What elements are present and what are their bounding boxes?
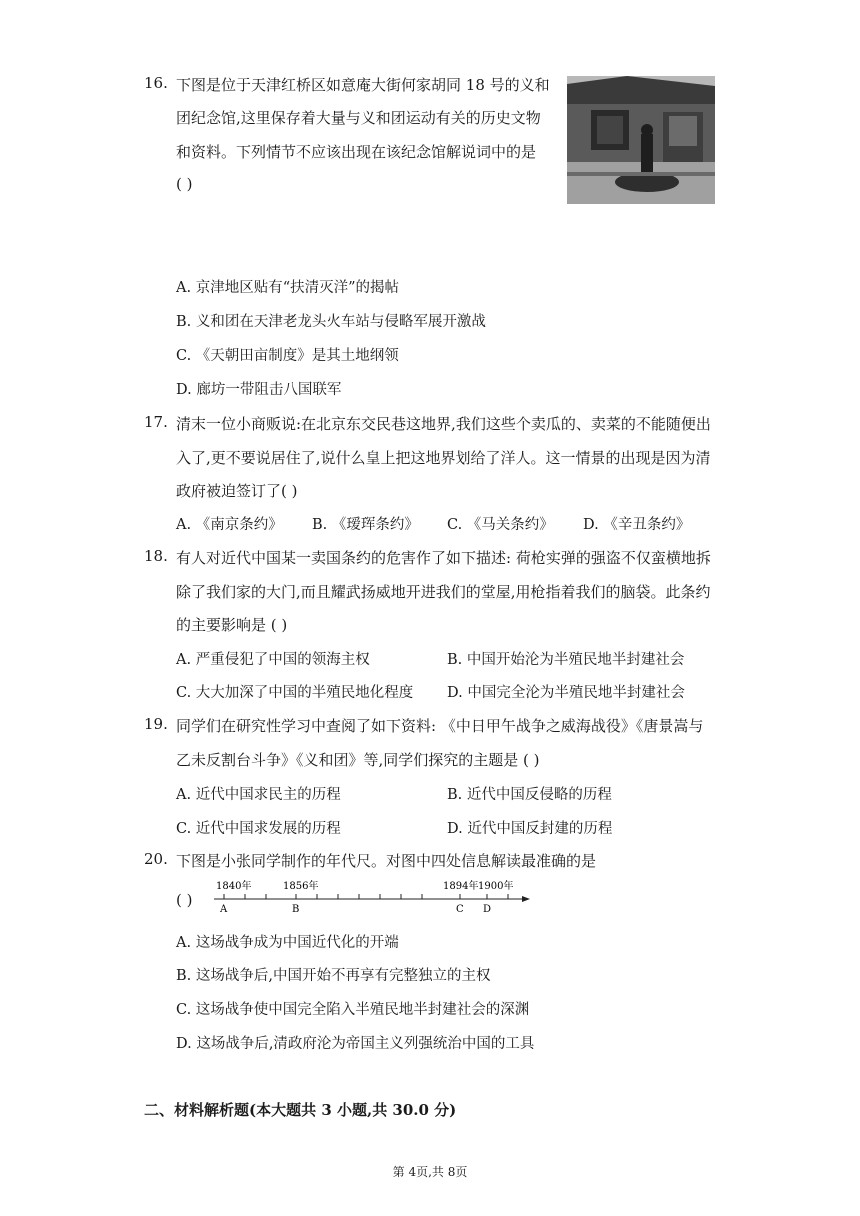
question-16-option-d: D. 廊坊一带阻击八国联军	[176, 382, 342, 398]
question-18-line-3: 的主要影响是 ( )	[176, 616, 288, 634]
memorial-building-image	[567, 76, 715, 204]
timeline-point-b: B	[292, 904, 300, 915]
question-18-line-2: 除了我们家的大门,而且耀武扬威地开进我们的堂屋,用枪指着我们的脑袋。此条约	[176, 583, 711, 601]
question-20-option-b: B. 这场战争后,中国开始不再享有完整独立的主权	[176, 968, 491, 984]
boxer-memorial-photo	[567, 76, 715, 204]
question-18-option-b: B. 中国开始沦为半殖民地半封建社会	[447, 652, 685, 668]
question-16-option-a: A. 京津地区贴有“扶清灭洋”的揭帖	[176, 280, 400, 296]
question-19-option-b: B. 近代中国反侵略的历程	[447, 787, 612, 803]
question-16-line-1: 下图是位于天津红桥区如意庵大街何家胡同 18 号的义和	[176, 76, 550, 94]
timeline-year-1856: 1856年	[283, 881, 319, 892]
timeline-ticks	[224, 894, 508, 899]
question-20-option-c: C. 这场战争使中国完全陷入半殖民地半封建社会的深渊	[176, 1002, 530, 1018]
question-20-paren: ( )	[176, 891, 193, 909]
question-16-option-b: B. 义和团在天津老龙头火车站与侵略军展开激战	[176, 314, 486, 330]
question-18-number: 18.	[144, 547, 168, 565]
timeline-point-d: D	[483, 904, 492, 915]
timeline-point-c: C	[456, 904, 464, 915]
question-19-line-2: 乙未反割台斗争》《义和团》等,同学们探究的主题是 ( )	[176, 751, 540, 769]
question-16-paren: ( )	[176, 175, 193, 193]
question-20-option-a: A. 这场战争成为中国近代化的开端	[176, 935, 399, 951]
question-16-line-2: 团纪念馆,这里保存着大量与义和团运动有关的历史文物	[176, 109, 541, 127]
question-19-option-d: D. 近代中国反封建的历程	[447, 821, 613, 837]
question-19-option-c: C. 近代中国求发展的历程	[176, 821, 341, 837]
question-19-option-a: A. 近代中国求民主的历程	[176, 787, 341, 803]
timeline-year-1894: 1894年	[443, 881, 479, 892]
timeline-point-a: A	[220, 904, 228, 915]
question-17-number: 17.	[144, 413, 168, 431]
question-19-line-1: 同学们在研究性学习中查阅了如下资料: 《中日甲午战争之威海战役》《唐景嵩与	[176, 717, 704, 735]
page-footer: 第 4页,共 8页	[392, 1165, 468, 1179]
question-20-number: 20.	[144, 850, 168, 868]
timeline-year-1840: 1840年	[216, 881, 252, 892]
question-17-line-1: 清末一位小商贩说:在北京东交民巷这地界,我们这些个卖瓜的、卖菜的不能随便出	[176, 415, 711, 433]
year-timeline	[210, 878, 540, 918]
question-16-line-3: 和资料。下列情节不应该出现在该纪念馆解说词中的是	[176, 143, 537, 161]
question-17-line-3: 政府被迫签订了( )	[176, 482, 298, 500]
section-2-heading: 二、材料解析题(本大题共 3 小题,共 30.0 分)	[144, 1101, 457, 1119]
question-17-option-a: A. 《南京条约》	[176, 517, 283, 533]
question-18-option-d: D. 中国完全沦为半殖民地半封建社会	[447, 685, 685, 701]
question-17-option-b: B. 《瑷珲条约》	[312, 517, 419, 533]
question-17-option-c: C. 《马关条约》	[447, 517, 554, 533]
question-20-option-d: D. 这场战争后,清政府沦为帝国主义列强统治中国的工具	[176, 1036, 535, 1052]
question-16-number: 16.	[144, 74, 168, 92]
timeline-year-1900: 1900年	[478, 881, 514, 892]
question-17-option-d: D. 《辛丑条约》	[583, 517, 691, 533]
question-20-line-1: 下图是小张同学制作的年代尺。对图中四处信息解读最准确的是	[176, 852, 597, 870]
question-19-number: 19.	[144, 715, 168, 733]
question-18-option-c: C. 大大加深了中国的半殖民地化程度	[176, 685, 414, 701]
timeline-arrow-icon	[522, 896, 530, 902]
question-18-line-1: 有人对近代中国某一卖国条约的危害作了如下描述: 荷枪实弹的强盗不仅蛮横地拆	[176, 549, 711, 567]
question-16-option-c: C. 《天朝田亩制度》是其土地纲领	[176, 348, 399, 364]
question-18-option-a: A. 严重侵犯了中国的领海主权	[176, 652, 370, 668]
question-17-line-2: 入了,更不要说居住了,说什么皇上把这地界划给了洋人。这一情景的出现是因为清	[176, 449, 711, 467]
